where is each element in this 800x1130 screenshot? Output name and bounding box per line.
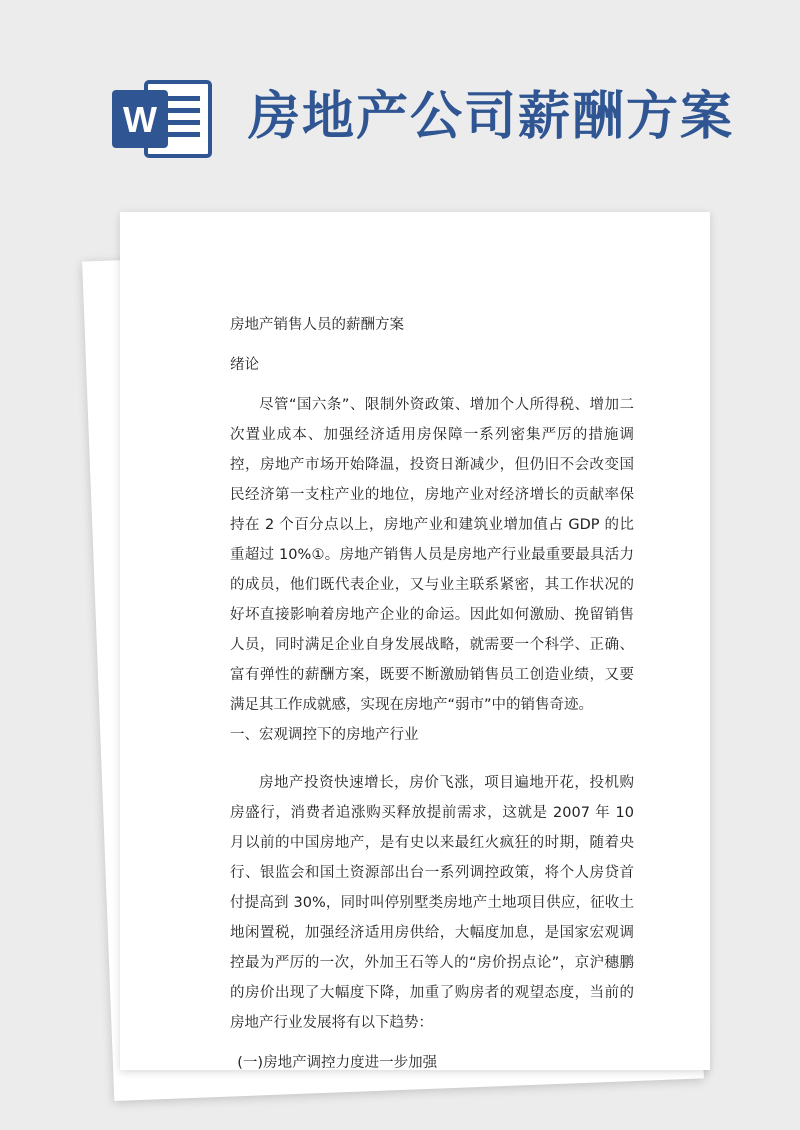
intro-paragraph: 尽管“国六条”、限制外资政策、增加个人所得税、增加二次置业成本、加强经济适用房保障一系列密集严厉的措施调控，房地产市场开始降温，投资日渐减少，但仍旧不会改变国民经济第一支柱产业的地位，房地产业对经济增长的贡献率保持在 2 个百分点以上，房地产业和建筑业增加值占 GDP 的比重超过 10%①。房地产销售人员是房地产行业最重要最具活力的成员，他们既代表企业，又与业主联系紧密，其工作状况的好坏直接影响着房地产企业的命运。因此如何激励、挽留销售人员，同时满足企业自身发展战略，就需要一个科学、正确、富有弹性的薪酬方案，既要不断激励销售员工创造业绩，又要满足其工作成就感，实现在房地产“弱市”中的销售奇迹。 (230, 397, 634, 713)
section1-title: 一、宏观调控下的房地产行业 (230, 727, 419, 743)
intro-title: 绪论 (230, 357, 259, 373)
section1-paragraph: 房地产投资快速增长，房价飞涨，项目遍地开花，投机购房盛行，消费者追涨购买释放提前需求，这就是 2007 年 10 月以前的中国房地产，是有史以来最红火疯狂的时期，随着央行、银监会和国土资源部出台一系列调控政策，将个人房贷首付提高到 30%，同时叫停别墅类房地产土地项目供应，征收土地闲置税，加强经济适用房供给，大幅度加息，是国家宏观调控最为严厉的一次，外加王石等人的“房价拐点论”，京沪穗鹏的房价出现了大幅度下降，加重了购房者的观望态度，当前的房地产行业发展将有以下趋势： (230, 775, 634, 1031)
word-logo-letter: W (123, 99, 157, 140)
document-heading: 房地产销售人员的薪酬方案 (230, 317, 404, 333)
document-page (120, 212, 710, 1070)
word-document-icon (112, 78, 214, 160)
subsection1-title: (一)房地产调控力度进一步加强 (237, 1055, 438, 1071)
banner-header (0, 0, 800, 180)
document-body (230, 310, 634, 1078)
page-title: 房地产公司薪酬方案 (248, 86, 735, 147)
